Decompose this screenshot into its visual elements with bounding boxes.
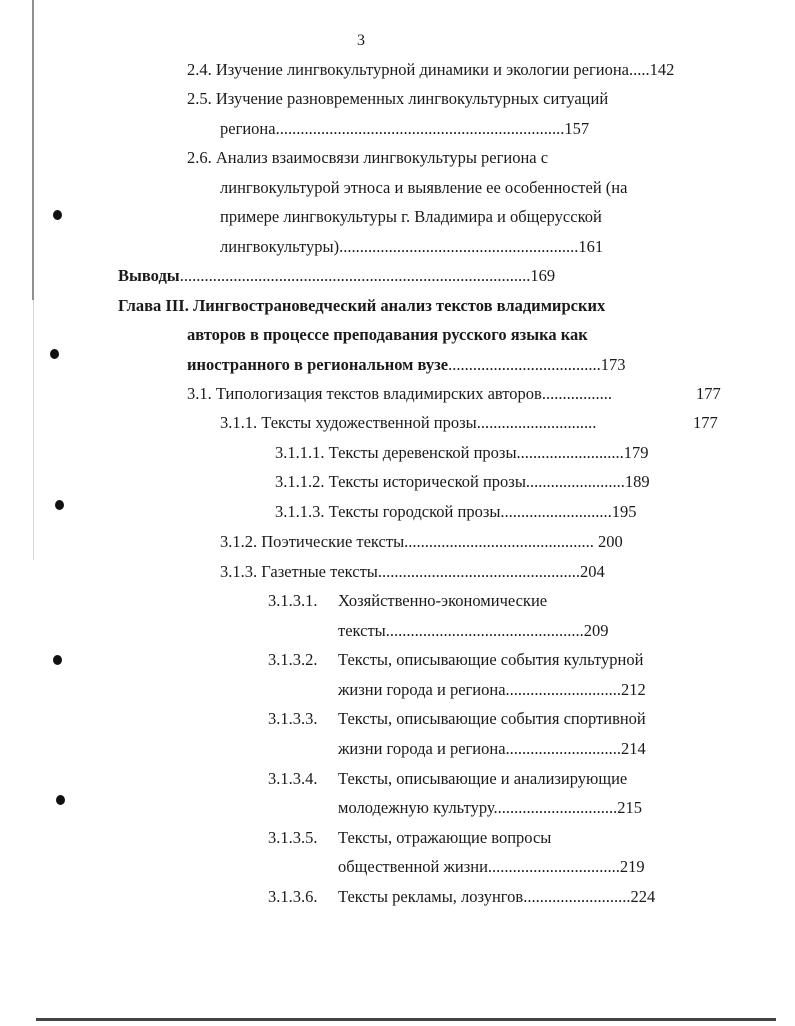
toc-number: 3.1.3.6.: [268, 887, 318, 906]
toc-entry-2-5-cont: [220, 119, 589, 139]
toc-title: лингвокультурой этноса и выявление ее особенностей (на: [220, 178, 628, 197]
toc-leader: ..........................: [516, 443, 624, 462]
toc-title: Изучение разновременных лингвокультурных ситуаций: [215, 89, 609, 108]
toc-number: 3.1.3.4.: [268, 769, 318, 788]
toc-leader: .....................................................................................: [179, 266, 531, 285]
toc-page: 142: [649, 60, 675, 79]
toc-page: 169: [530, 266, 556, 285]
toc-title: общественной жизни: [338, 857, 488, 876]
toc-page: 177: [696, 384, 721, 403]
toc-entry-3-1-2: [220, 532, 623, 552]
toc-number: 2.4.: [187, 60, 212, 79]
toc-title: Тексты, отражающие вопросы: [338, 828, 552, 847]
toc-number: 3.1.2.: [220, 532, 258, 551]
toc-entry-3-1-1-3: [275, 502, 637, 522]
toc-number: 3.1.3.5.: [268, 828, 318, 847]
toc-page: 173: [600, 355, 626, 374]
toc-title: Изучение лингвокультурной динамики и экологии региона: [215, 60, 629, 79]
toc-number: 2.6.: [187, 148, 212, 167]
toc-title: Тексты, описывающие события культурной: [338, 650, 644, 669]
toc-title: примере лингвокультуры г. Владимира и общерусской: [220, 207, 602, 226]
toc-entry-3-1-3-5-cont: [338, 857, 645, 877]
toc-leader: ..........................: [523, 887, 631, 906]
toc-title: жизни города и региона: [338, 739, 506, 758]
toc-leader: ..........................................................: [339, 237, 579, 256]
toc-leader: ............................: [505, 739, 622, 758]
toc-title: Анализ взаимосвязи лингвокультуры региона с: [215, 148, 549, 167]
toc-leader: .....: [628, 60, 650, 79]
toc-entry-2-5: [187, 89, 608, 109]
toc-number: 3.1.3.: [220, 562, 258, 581]
toc-page: 189: [624, 472, 650, 491]
toc-entry-3-1-3-2-cont: [338, 680, 646, 700]
toc-number: 2.5.: [187, 89, 212, 108]
toc-entry-2-4: [187, 60, 674, 80]
toc-title: Типологизация текстов владимирских авторов: [215, 384, 542, 403]
toc-chapter-3-cont: [187, 355, 625, 375]
toc-title: Поэтические тексты: [261, 532, 405, 551]
toc-title: Тексты художественной прозы: [261, 413, 477, 432]
toc-title: Тексты исторической прозы: [328, 472, 526, 491]
toc-entry-3-1-3-4-cont: [338, 798, 642, 818]
toc-page: 224: [630, 887, 656, 906]
toc-leader: ............................: [505, 680, 622, 699]
toc-leader: ........................: [525, 472, 625, 491]
toc-title: иностранного в региональном вузе: [187, 355, 449, 374]
toc-title: авторов в процессе преподавания русского языка как: [187, 325, 588, 344]
toc-leader: ..............................................: [404, 532, 594, 551]
toc-title: Тексты деревенской прозы: [328, 443, 517, 462]
toc-title: тексты: [338, 621, 386, 640]
scan-margin-line: [33, 300, 34, 560]
toc-entry-3-1-3: [220, 562, 605, 582]
toc-page: 219: [619, 857, 645, 876]
toc-page: 177: [693, 413, 718, 432]
toc-page: 214: [621, 739, 646, 758]
toc-title: Хозяйственно-экономические: [338, 591, 548, 610]
toc-title: молодежную культуру: [338, 798, 494, 817]
toc-title: Выводы: [118, 266, 180, 285]
toc-entry-3-1-1-2: [275, 472, 650, 492]
toc-number: 3.1.3.3.: [268, 709, 318, 728]
toc-page: 200: [598, 532, 623, 551]
toc-title: Газетные тексты: [261, 562, 378, 581]
toc-entry-3-1-1-1: [275, 443, 649, 463]
toc-page: 161: [578, 237, 604, 256]
toc-entry-2-6-cont: [220, 237, 603, 257]
toc-chapter-3-cont: [187, 325, 588, 345]
toc-leader: .................: [541, 384, 612, 403]
toc-leader: .....................................: [448, 355, 601, 374]
toc-page: 179: [623, 443, 649, 462]
toc-leader: ...........................: [500, 502, 612, 521]
toc-entry-2-6: [187, 148, 548, 168]
punch-hole-mark: [50, 349, 59, 359]
punch-hole-mark: [53, 655, 62, 665]
toc-title: Глава III. Лингвострановедческий анализ текстов владимирских: [118, 296, 606, 315]
toc-entry-3-1-3-3-cont: [338, 739, 646, 759]
toc-number: 3.1.3.1.: [268, 591, 318, 610]
toc-entry-3-1-3-6: [338, 887, 655, 907]
toc-page: 209: [583, 621, 609, 640]
toc-title: Тексты рекламы, лозунгов: [338, 887, 524, 906]
toc-entry-conclusions: [118, 266, 555, 286]
toc-entry-3-1-3-1-cont: [338, 621, 609, 641]
toc-leader: ......................................................................: [275, 119, 565, 138]
toc-leader: .............................: [476, 413, 597, 432]
toc-title: Тексты городской прозы: [328, 502, 501, 521]
toc-number: 3.1.1.: [220, 413, 258, 432]
toc-number: 3.1.3.2.: [268, 650, 318, 669]
toc-chapter-3: [118, 296, 605, 316]
toc-title: лингвокультуры): [220, 237, 340, 256]
toc-leader: ................................................: [385, 621, 584, 640]
scan-margin-line: [32, 0, 34, 300]
toc-number: 3.1.1.1.: [275, 443, 325, 462]
punch-hole-mark: [53, 210, 62, 220]
toc-page: 195: [611, 502, 637, 521]
toc-number: 3.1.: [187, 384, 212, 403]
punch-hole-mark: [56, 795, 65, 805]
toc-page: 215: [617, 798, 642, 817]
punch-hole-mark: [55, 500, 64, 510]
toc-page: 204: [580, 562, 605, 581]
toc-title: региона: [220, 119, 276, 138]
toc-entry-3-1: [187, 384, 612, 404]
toc-entry-3-1-1: [220, 413, 596, 433]
page-number: 3: [357, 32, 365, 49]
toc-entry-2-6-cont: [220, 207, 602, 227]
toc-number: 3.1.1.3.: [275, 502, 325, 521]
toc-title: Тексты, описывающие и анализирующие: [338, 769, 628, 788]
toc-title: Тексты, описывающие события спортивной: [338, 709, 646, 728]
toc-page: 212: [621, 680, 646, 699]
toc-title: жизни города и региона: [338, 680, 506, 699]
page-bottom-rule: [36, 1018, 776, 1021]
toc-leader: .................................................: [377, 562, 581, 581]
toc-entry-2-6-cont: [220, 178, 627, 198]
toc-page: 157: [564, 119, 590, 138]
toc-leader: ................................: [487, 857, 620, 876]
toc-leader: ..............................: [493, 798, 618, 817]
toc-number: 3.1.1.2.: [275, 472, 325, 491]
